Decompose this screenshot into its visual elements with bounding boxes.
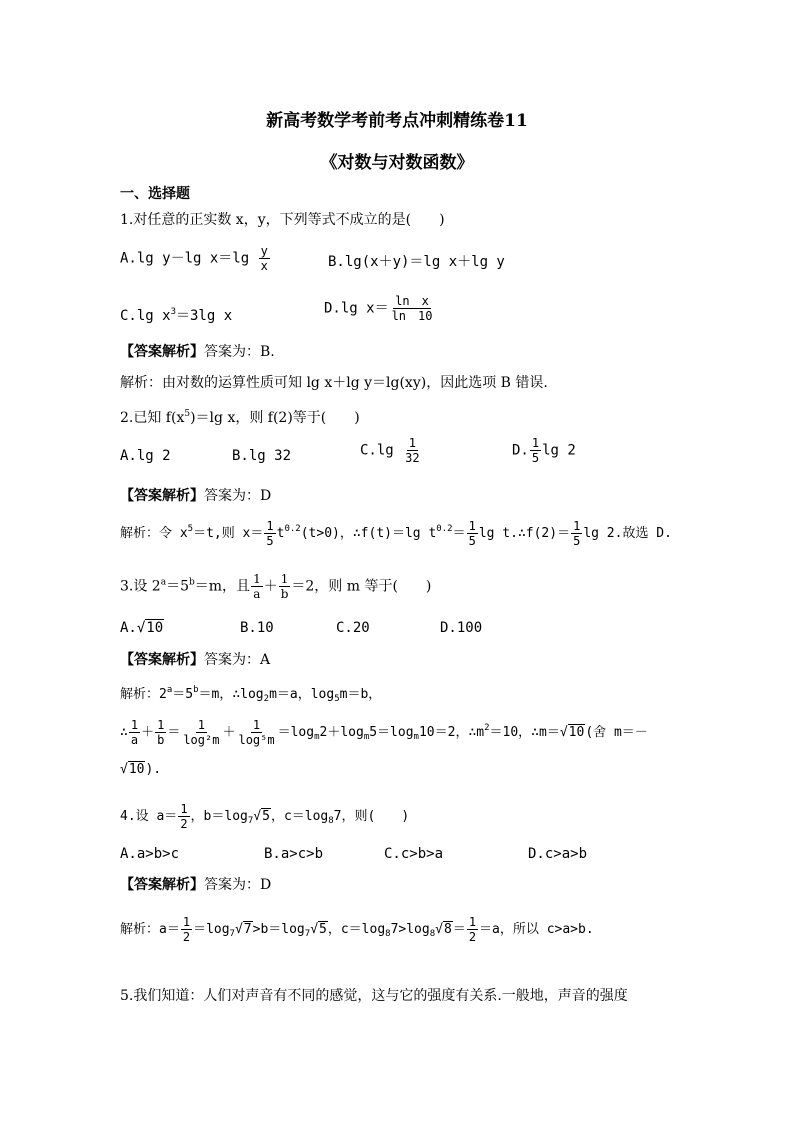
section-heading: 一、选择题 bbox=[120, 186, 190, 202]
q1-answer: 【答案解析】答案为：B. bbox=[120, 344, 275, 360]
q2-explanation: 解析：令 $x^5=t$,则 x＝ $\frac{1}{5}$ $t^{0.2}(t>0)$，∴f(t)＝lg $t^{0.2}=$ $\frac{1}{5}$ lg t.∴f(2)＝ $\frac{1}{5}$ lg 2.故选 D. bbox=[120, 519, 672, 548]
question-2-stem: 2.已知 $f(x^5)=\lg$ x，则 f(2)等于( ) bbox=[120, 409, 360, 426]
q3-explanation-line-1: 解析：$2^a=5^b=m$，$\therefore\log_2m=a$，$\log_5m=b$， bbox=[120, 685, 382, 704]
q2-option-d: D. $\frac{1}{5}$ lg 2 bbox=[512, 436, 576, 465]
q1-option-b: B.lg(x＋y)＝lg x＋lg y bbox=[328, 254, 505, 270]
document-subtitle: 《对数与对数函数》 bbox=[320, 153, 474, 173]
q4-option-b: B.a>c>b bbox=[264, 846, 324, 862]
q1-option-a: A.lg y－lg x＝lg $\frac{y}{x}$ bbox=[120, 244, 268, 273]
q4-option-c: C.c>b>a bbox=[384, 846, 444, 862]
q3-option-d: D.100 bbox=[440, 620, 483, 636]
document-title: 新高考数学考前考点冲刺精练卷11 bbox=[266, 111, 528, 131]
q3-explanation-line-3: √10). bbox=[120, 762, 162, 777]
q4-option-d: D.c>a>b bbox=[528, 846, 588, 862]
question-4-stem: 4.设 a＝ $\frac{1}{2}$ ，$b=\log_7√5$，$c=\log_87$，则( ) bbox=[120, 802, 410, 831]
q3-option-c: C.20 bbox=[336, 620, 370, 636]
q3-answer: 【答案解析】答案为：A bbox=[120, 652, 271, 668]
q2-option-b: B.lg 32 bbox=[232, 448, 292, 464]
q3-option-a: A.√10 bbox=[120, 620, 164, 636]
q4-answer: 【答案解析】答案为：D bbox=[120, 877, 272, 893]
q4-option-a: A.a>b>c bbox=[120, 846, 180, 862]
q3-explanation-line-2: ∴ $\frac{1}{a}$ ＋ $\frac{1}{b}$ ＝ $\frac{1}{\text{log²m}}$ ＋ $\frac{1}{\text{log⁵m}}$ $=\log_m2+\log_m5=\log_m10=2$，$\therefore m^2=10$，∴m＝√10(舍 m＝－ bbox=[120, 718, 648, 747]
question-5-stem: 5.我们知道：人们对声音有不同的感觉，这与它的强度有关系.一般地，声音的强度 bbox=[120, 988, 628, 1004]
question-1-stem: 1.对任意的正实数 x，y，下列等式不成立的是( ) bbox=[120, 212, 445, 228]
q1-option-c: C.lg $x^3=3\lg$ x bbox=[120, 307, 233, 324]
question-3-stem: 3.设 $2^a=5^b=m$，且 $\frac{1}{a}$ ＋ $\frac{1}{b}$ ＝2，则 m 等于( ) bbox=[120, 572, 432, 601]
q1-explanation: 解析：由对数的运算性质可知 lg x＋lg y＝lg(xy)，因此选项 B 错误. bbox=[120, 375, 548, 391]
q1-option-d: D.lg x＝ $\frac{\text{ln x}}{\ln 10}$ bbox=[324, 294, 433, 323]
q3-option-b: B.10 bbox=[240, 620, 274, 636]
q2-option-c: C.lg $\frac{1}{32}$ bbox=[360, 436, 420, 465]
q2-option-a: A.lg 2 bbox=[120, 448, 171, 464]
q4-explanation: 解析：a＝ $\frac{1}{2}$ $=\log_7√7>b=\log_7√5$，$c=\log_87>\log_8√8=$ $\frac{1}{2}$ ＝a，所以 c>a>b. bbox=[120, 915, 594, 944]
q2-answer: 【答案解析】答案为：D bbox=[120, 488, 272, 504]
